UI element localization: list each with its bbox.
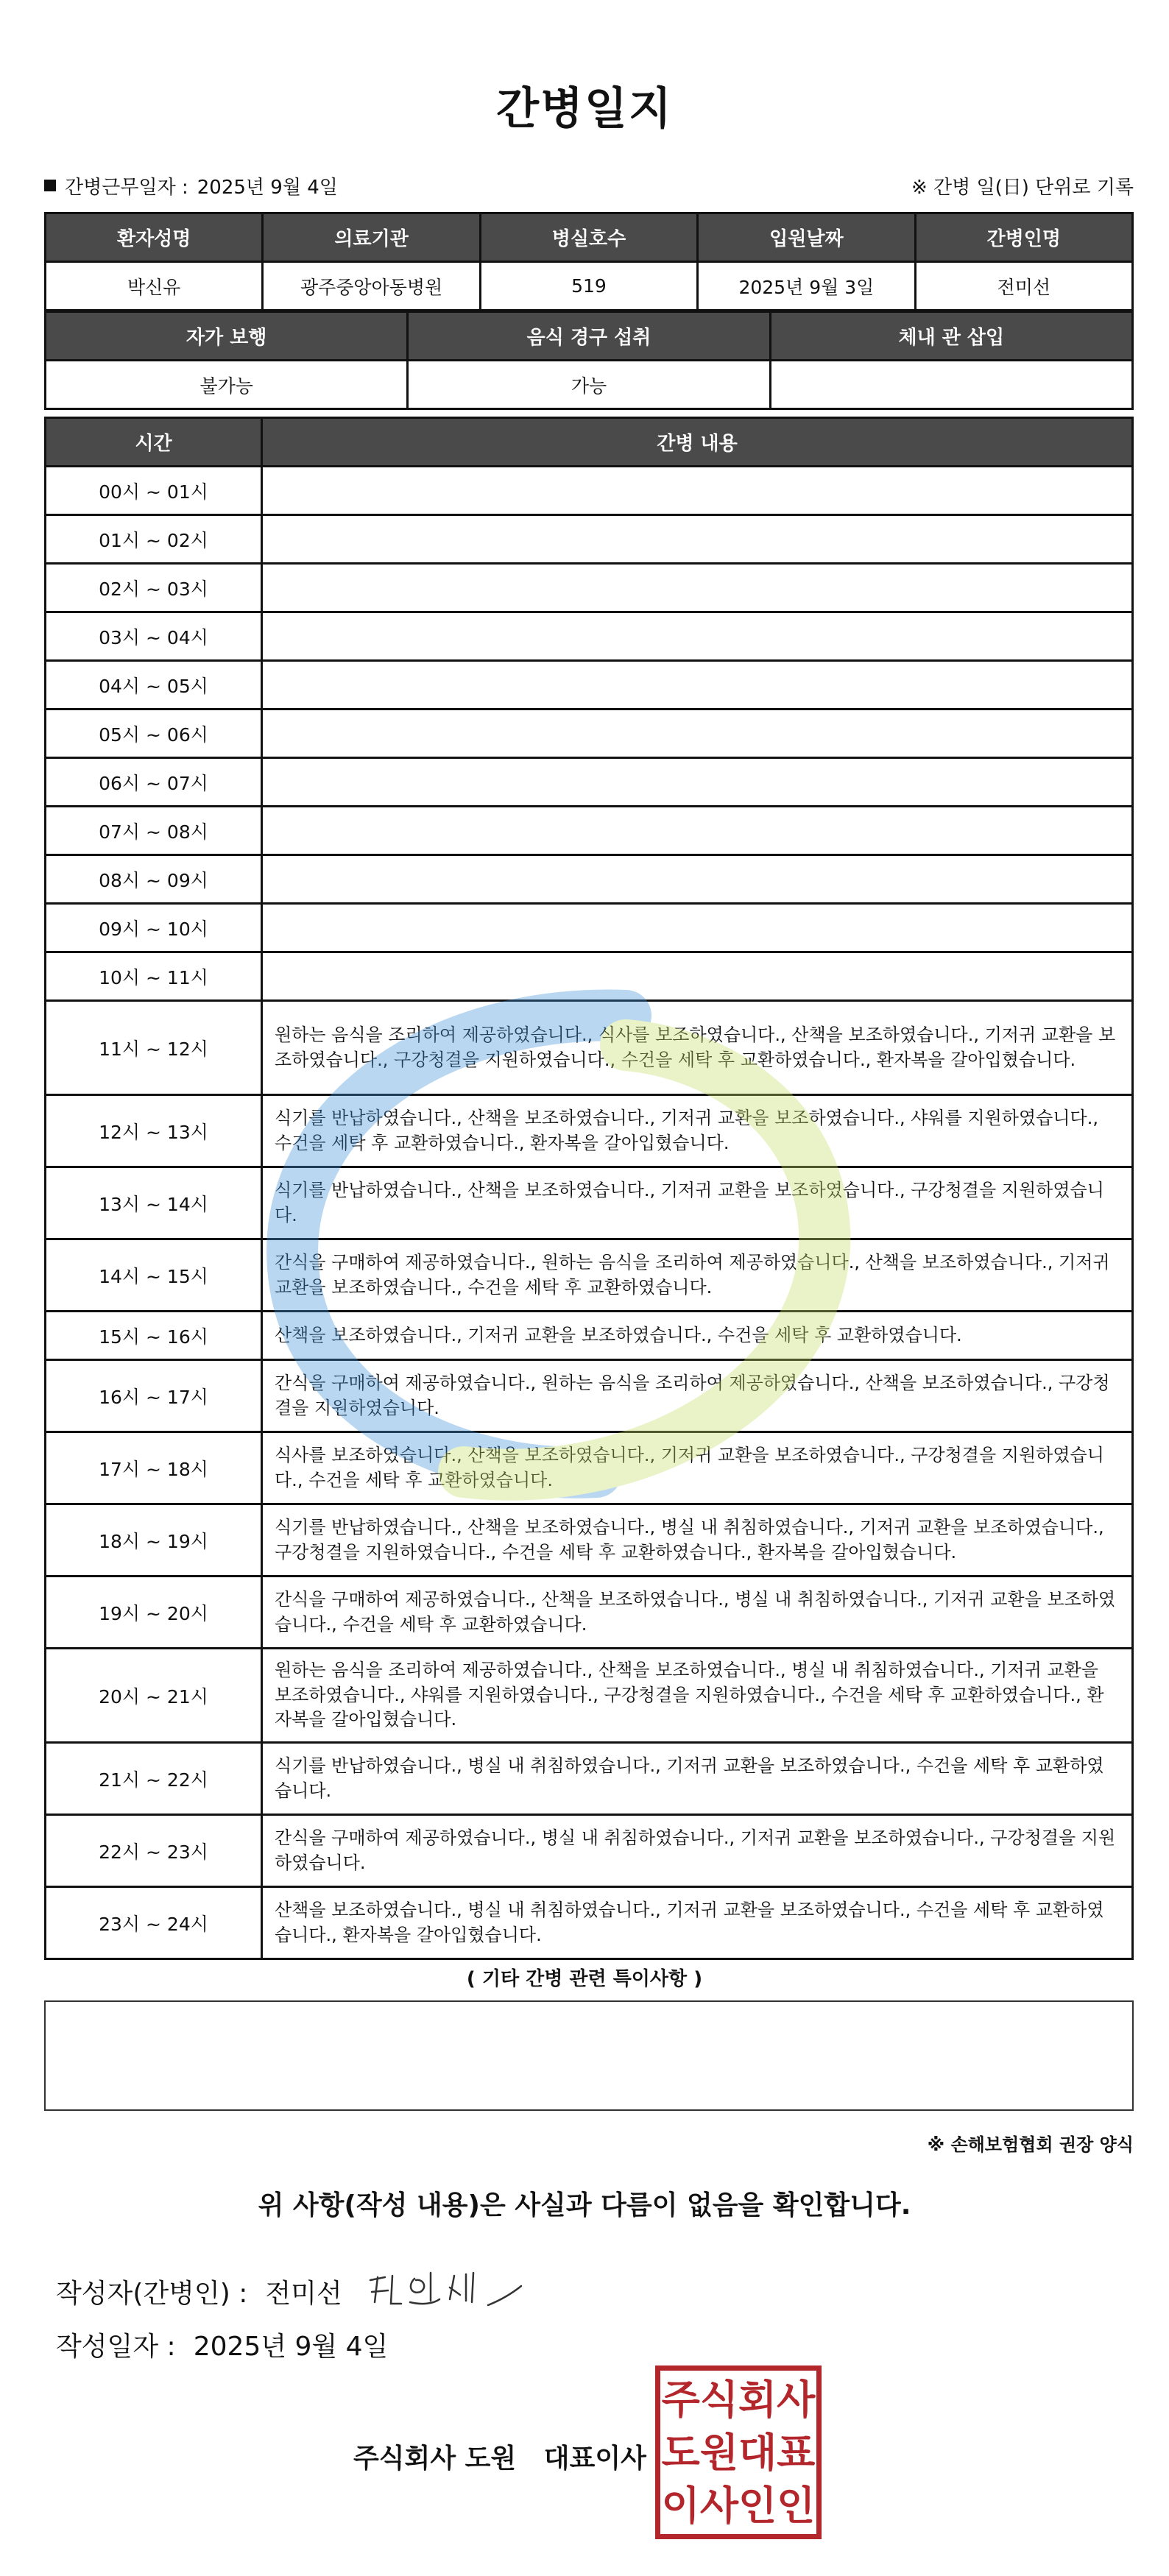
time-cell: 08시 ~ 09시 — [46, 855, 262, 904]
header-admission-date: 입원날짜 — [698, 213, 915, 262]
care-content-cell — [262, 661, 1133, 710]
care-log-table — [44, 417, 1134, 1960]
condition-info-table — [44, 311, 1134, 410]
time-cell: 05시 ~ 06시 — [46, 710, 262, 758]
table-row — [46, 1432, 1133, 1504]
oral-intake-value: 가능 — [408, 361, 770, 409]
writer-row — [56, 2265, 532, 2317]
admission-date: 2025년 9월 3일 — [698, 262, 915, 311]
remarks-box — [44, 2000, 1134, 2111]
table-row — [46, 758, 1133, 807]
duty-date-label: 간병근무일자 : — [65, 176, 188, 199]
header-time: 시간 — [46, 418, 262, 467]
time-cell: 07시 ~ 08시 — [46, 807, 262, 855]
patient-name: 박신유 — [46, 262, 263, 311]
table-row — [46, 1649, 1133, 1743]
time-cell: 01시 ~ 02시 — [46, 515, 262, 564]
care-content-cell — [262, 467, 1133, 515]
table-row — [46, 1743, 1133, 1815]
care-content-cell: 식기를 반납하였습니다., 산책을 보조하였습니다., 기저귀 교환을 보조하였습니다., 샤워를 지원하였습니다., 수건을 세탁 후 교환하였습니다., 환자복을 갈아입혔습니다. — [262, 1095, 1133, 1167]
caregiver-name: 전미선 — [915, 262, 1132, 311]
care-content-cell: 원하는 음식을 조리하여 제공하였습니다., 식사를 보조하였습니다., 산책을 보조하였습니다., 기저귀 교환을 보조하였습니다., 구강청결을 지원하였습니다., 수건을 세탁 후 교환하였습니다., 환자복을 갈아입혔습니다. — [262, 1001, 1133, 1095]
time-cell: 15시 ~ 16시 — [46, 1312, 262, 1360]
care-content-cell — [262, 855, 1133, 904]
header-tube-insertion: 체내 관 삽입 — [770, 312, 1132, 361]
care-content-cell — [262, 710, 1133, 758]
time-cell: 20시 ~ 21시 — [46, 1649, 262, 1743]
company-name: 주식회사 도원 대표이사 — [353, 2444, 646, 2474]
care-content-cell — [262, 807, 1133, 855]
page-title: 간병일지 — [496, 83, 673, 135]
time-cell: 10시 ~ 11시 — [46, 952, 262, 1001]
care-content-cell: 식사를 보조하였습니다., 산책을 보조하였습니다., 기저귀 교환을 보조하였습니다., 구강청결을 지원하였습니다., 수건을 세탁 후 교환하였습니다. — [262, 1432, 1133, 1504]
table-row — [46, 952, 1133, 1001]
care-content-cell: 간식을 구매하여 제공하였습니다., 원하는 음식을 조리하여 제공하였습니다., 산책을 보조하였습니다., 기저귀 교환을 보조하였습니다., 수건을 세탁 후 교환하였습니다. — [262, 1239, 1133, 1312]
table-row — [46, 515, 1133, 564]
header-self-walking: 자가 보행 — [46, 312, 408, 361]
time-cell: 23시 ~ 24시 — [46, 1887, 262, 1959]
care-content-cell: 산책을 보조하였습니다., 기저귀 교환을 보조하였습니다., 수건을 세탁 후 교환하였습니다. — [262, 1312, 1133, 1360]
care-log-rows — [46, 467, 1133, 1959]
care-content-cell — [262, 515, 1133, 564]
care-content-cell — [262, 564, 1133, 612]
written-date-value: 2025년 9월 4일 — [193, 2332, 389, 2362]
care-content-cell — [262, 758, 1133, 807]
recommendation-note: ※ 손해보험협회 권장 양식 — [927, 2134, 1134, 2155]
written-date-label: 작성일자 : — [56, 2332, 176, 2362]
time-cell: 22시 ~ 23시 — [46, 1815, 262, 1887]
table-row — [46, 855, 1133, 904]
care-content-cell: 식기를 반납하였습니다., 산책을 보조하였습니다., 기저귀 교환을 보조하였습니다., 구강청결을 지원하였습니다. — [262, 1167, 1133, 1239]
signature-icon — [363, 2265, 532, 2317]
care-content-cell: 간식을 구매하여 제공하였습니다., 원하는 음식을 조리하여 제공하였습니다., 산책을 보조하였습니다., 구강청결을 지원하였습니다. — [262, 1360, 1133, 1432]
table-row — [46, 904, 1133, 952]
header-hospital: 의료기관 — [263, 213, 480, 262]
header-oral-intake: 음식 경구 섭취 — [408, 312, 770, 361]
table-row — [46, 1167, 1133, 1239]
time-cell: 21시 ~ 22시 — [46, 1743, 262, 1815]
table-row — [46, 1577, 1133, 1649]
care-content-cell: 간식을 구매하여 제공하였습니다., 산책을 보조하였습니다., 병실 내 취침하였습니다., 기저귀 교환을 보조하였습니다., 수건을 세탁 후 교환하였습니다. — [262, 1577, 1133, 1649]
care-content-cell — [262, 904, 1133, 952]
duty-date-row — [44, 171, 1134, 200]
time-cell: 02시 ~ 03시 — [46, 564, 262, 612]
table-row — [46, 807, 1133, 855]
care-content-cell — [262, 952, 1133, 1001]
header-care-content: 간병 내용 — [262, 418, 1133, 467]
care-content-cell: 식기를 반납하였습니다., 산책을 보조하였습니다., 병실 내 취침하였습니다., 기저귀 교환을 보조하였습니다., 구강청결을 지원하였습니다., 수건을 세탁 후 교환하였습니다., 환자복을 갈아입혔습니다. — [262, 1504, 1133, 1577]
table-row — [46, 661, 1133, 710]
confirmation-statement: 위 사항(작성 내용)은 사실과 다름이 없음을 확인합니다. — [258, 2190, 911, 2221]
care-content-cell: 산책을 보조하였습니다., 병실 내 취침하였습니다., 기저귀 교환을 보조하였습니다., 수건을 세탁 후 교환하였습니다., 환자복을 갈아입혔습니다. — [262, 1887, 1133, 1959]
table-row — [46, 564, 1133, 612]
care-content-cell: 간식을 구매하여 제공하였습니다., 병실 내 취침하였습니다., 기저귀 교환을 보조하였습니다., 구강청결을 지원하였습니다. — [262, 1815, 1133, 1887]
time-cell: 12시 ~ 13시 — [46, 1095, 262, 1167]
care-content-cell — [262, 612, 1133, 661]
care-content-cell: 식기를 반납하였습니다., 병실 내 취침하였습니다., 기저귀 교환을 보조하였습니다., 수건을 세탁 후 교환하였습니다. — [262, 1743, 1133, 1815]
square-bullet-icon — [44, 180, 56, 191]
written-date-row — [56, 2326, 388, 2363]
time-cell: 17시 ~ 18시 — [46, 1432, 262, 1504]
time-cell: 09시 ~ 10시 — [46, 904, 262, 952]
time-cell: 00시 ~ 01시 — [46, 467, 262, 515]
unit-note: ※ 간병 일(日) 단위로 기록 — [911, 176, 1134, 199]
table-row — [46, 612, 1133, 661]
table-row — [46, 1815, 1133, 1887]
writer-label: 작성자(간병인) : — [56, 2278, 248, 2309]
time-cell: 19시 ~ 20시 — [46, 1577, 262, 1649]
self-walking-value: 불가능 — [46, 361, 408, 409]
table-row — [46, 1312, 1133, 1360]
header-patient-name: 환자성명 — [46, 213, 263, 262]
time-cell: 16시 ~ 17시 — [46, 1360, 262, 1432]
company-seal-stamp: 주식회사 도원대표 이사인인 — [655, 2366, 822, 2539]
remarks-title: ( 기타 간병 관련 특이사항 ) — [466, 1968, 703, 1990]
duty-date-value: 2025년 9월 4일 — [197, 176, 338, 199]
table-row — [46, 467, 1133, 515]
table-row — [46, 1095, 1133, 1167]
table-row — [46, 1887, 1133, 1959]
time-cell: 11시 ~ 12시 — [46, 1001, 262, 1095]
time-cell: 18시 ~ 19시 — [46, 1504, 262, 1577]
care-content-cell: 원하는 음식을 조리하여 제공하였습니다., 산책을 보조하였습니다., 병실 내 취침하였습니다., 기저귀 교환을 보조하였습니다., 샤워를 지원하였습니다., 구강청결을 지원하였습니다., 수건을 세탁 후 교환하였습니다., 환자복을 갈아입혔습니다. — [262, 1649, 1133, 1743]
table-row — [46, 1001, 1133, 1095]
time-cell: 06시 ~ 07시 — [46, 758, 262, 807]
room-number: 519 — [480, 262, 697, 311]
tube-insertion-value — [770, 361, 1132, 409]
hospital-name: 광주중앙아동병원 — [263, 262, 480, 311]
table-row — [46, 1239, 1133, 1312]
header-room-number: 병실호수 — [480, 213, 697, 262]
header-caregiver-name: 간병인명 — [915, 213, 1132, 262]
time-cell: 13시 ~ 14시 — [46, 1167, 262, 1239]
time-cell: 03시 ~ 04시 — [46, 612, 262, 661]
patient-info-table — [44, 212, 1134, 311]
table-row — [46, 1360, 1133, 1432]
time-cell: 14시 ~ 15시 — [46, 1239, 262, 1312]
table-row — [46, 710, 1133, 758]
time-cell: 04시 ~ 05시 — [46, 661, 262, 710]
writer-name: 전미선 — [265, 2278, 342, 2309]
table-row — [46, 1504, 1133, 1577]
